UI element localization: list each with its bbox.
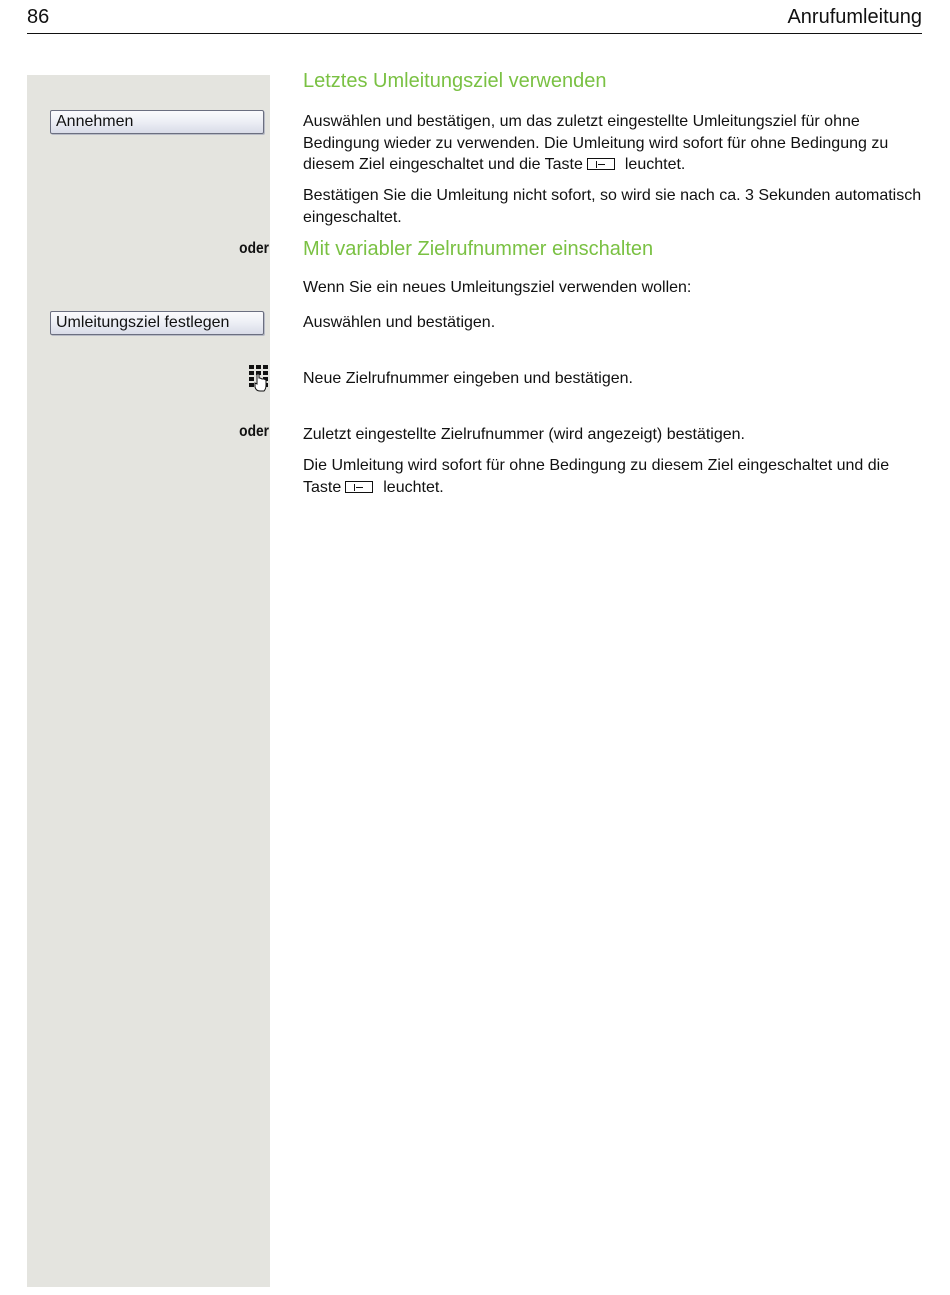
paragraph-select-confirm: Auswählen und bestätigen. [303,314,496,331]
paragraph-enter-number: Neue Zielrufnummer eingeben und bestätigen. [303,370,633,387]
oder-label-2: oder [239,423,269,440]
page-number: 86 [27,6,50,28]
chapter-title: Anrufumleitung [787,6,922,28]
section-heading-last-target: Letztes Umleitungsziel verwenden [303,70,607,92]
forward-key-icon-2 [345,481,373,493]
text-result: Die Umleitung wird sofort für ohne Bedingung zu diesem Ziel eingeschaltet und die Taste [303,457,890,496]
paragraph-auto-activation: Bestätigen Sie die Umleitung nicht sofort, so wird sie nach ca. 3 Sekunden automatisch eingeschaltet. [303,187,922,226]
annehmen-softkey[interactable]: Annehmen [50,110,264,134]
umleitungsziel-festlegen-softkey[interactable]: Umleitungsziel festlegen [50,311,264,335]
forward-key-icon [587,158,615,170]
text-leuchtet-2: leuchtet. [383,478,444,496]
text-leuchtet: leuchtet. [624,156,686,173]
text-select-last-target: Auswählen und bestätigen, um das zuletzt eingestellte Umleitungsziel für ohne Bedingung wieder zu verwenden. Die Umleitung wird sofort für ohne Bedingung zu diesem Ziel eingeschaltet und die Taste [303,113,889,173]
paragraph-confirm-last-number: Zuletzt eingestellte Zielrufnummer (wird angezeigt) bestätigen. [303,426,745,443]
paragraph-select-last-target [303,111,923,176]
paragraph-new-target-intro: Wenn Sie ein neues Umleitungsziel verwenden wollen: [303,279,692,296]
paragraph-result [303,455,923,498]
keypad-icon [248,364,270,392]
oder-label: oder [239,240,269,257]
header-divider [27,33,922,34]
section-heading-variable-number: Mit variabler Zielrufnummer einschalten [303,238,654,260]
